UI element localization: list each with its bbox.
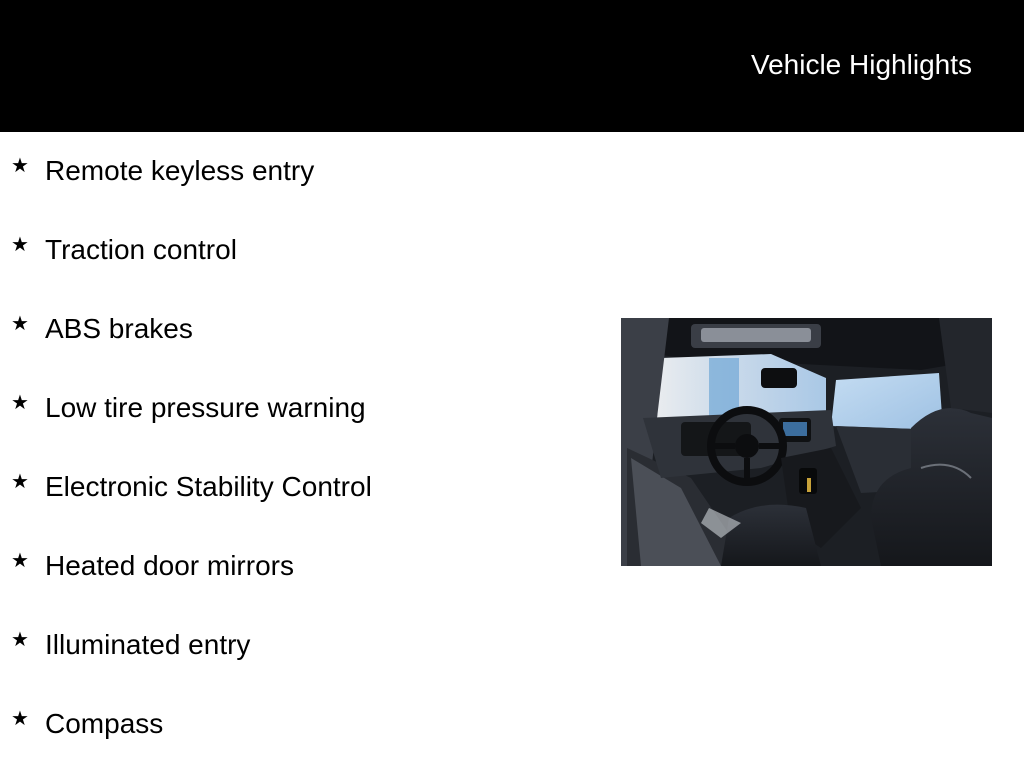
list-item [0, 229, 560, 308]
list-item [0, 150, 560, 229]
star-icon: ★ [11, 234, 29, 256]
feature-label: Compass [45, 708, 164, 739]
star-icon: ★ [11, 155, 29, 177]
star-icon: ★ [11, 392, 29, 414]
star-icon: ★ [11, 313, 29, 335]
star-icon: ★ [11, 550, 29, 572]
feature-label: Traction control [45, 234, 237, 265]
list-item [0, 387, 560, 466]
list-item [0, 308, 560, 387]
list-item [0, 466, 560, 545]
feature-label: Low tire pressure warning [45, 392, 366, 423]
feature-label: Remote keyless entry [45, 155, 315, 186]
star-icon: ★ [11, 471, 29, 493]
list-item [0, 624, 560, 703]
header-bar [0, 0, 1024, 132]
star-icon: ★ [11, 708, 29, 730]
list-item [0, 545, 560, 624]
feature-label: ABS brakes [45, 313, 193, 344]
star-icon: ★ [11, 629, 29, 651]
feature-label: Illuminated entry [45, 629, 251, 660]
list-item [0, 703, 560, 782]
feature-label: Electronic Stability Control [45, 471, 372, 502]
feature-label: Heated door mirrors [45, 550, 294, 581]
vehicle-interior-photo [621, 318, 992, 566]
page-title: Vehicle Highlights [750, 49, 972, 80]
feature-list [0, 150, 560, 782]
